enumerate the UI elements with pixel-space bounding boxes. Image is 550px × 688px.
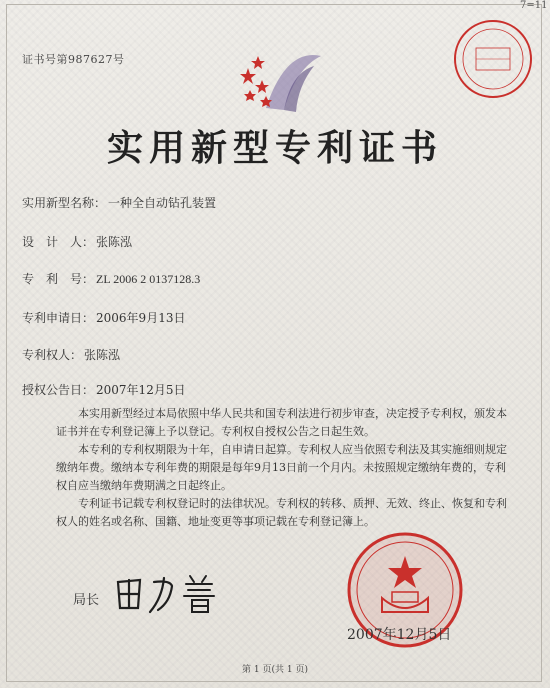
field-label: 实用新型名称： [22,196,107,210]
field-value: 2006年9月13日 [96,311,186,325]
field-label: 授权公告日： [22,383,95,397]
certificate-number: 证书号第987627号 [22,53,125,66]
body-paragraph: 本实用新型经过本局依照中华人民共和国专利法进行初步审查，决定授予专利权，颁发本证书并在专利登记簿上予以登记。专利权自授权公告之日起生效。 [56,407,507,438]
agency-tax-stamp [452,18,534,100]
page-number: 第 1 页(共 1 页) [242,665,308,675]
field-utility-model-name [22,194,216,211]
field-label: 专利权人： [22,348,83,362]
field-value: 一种全自动钻孔装置 [108,196,217,210]
field-value: 张陈泓 [96,235,133,249]
field-label: 设 计 人： [22,235,95,249]
field-value: ZL 2006 2 0137128.3 [96,272,201,286]
certificate-title: 实用新型专利证书 [106,127,443,169]
field-value: 2007年12月5日 [96,383,186,397]
field-filing-date [22,309,185,326]
field-patent-number [22,270,200,287]
field-label: 专 利 号： [22,272,95,286]
field-designer [22,233,132,250]
certificate-body [56,405,516,531]
field-patent-owner [22,346,120,363]
field-value: 张陈泓 [84,348,121,362]
field-grant-date [22,381,185,398]
body-paragraph: 本专利的专利权期限为十年，自申请日起算。专利权人应当依照专利法及其实施细则规定缴纳年费。缴纳本专利年费的期限是每年9月13日前一个月内。未按照规定缴纳年费的，专利权自应当缴纳年费期满之日起终止。 [56,443,507,492]
sipo-logo-icon [236,38,326,118]
corner-note: 7=11 [520,0,548,11]
issue-date: 2007年12月5日 [347,627,452,643]
field-label: 专利申请日： [22,311,95,325]
body-paragraph: 专利证书记载专利权登记时的法律状况。专利权的转移、质押、无效、终止、恢复和专利权人的姓名或名称、国籍、地址变更等事项记载在专利登记簿上。 [56,497,507,528]
director-signature [110,568,230,618]
director-label: 局长 [73,593,100,608]
